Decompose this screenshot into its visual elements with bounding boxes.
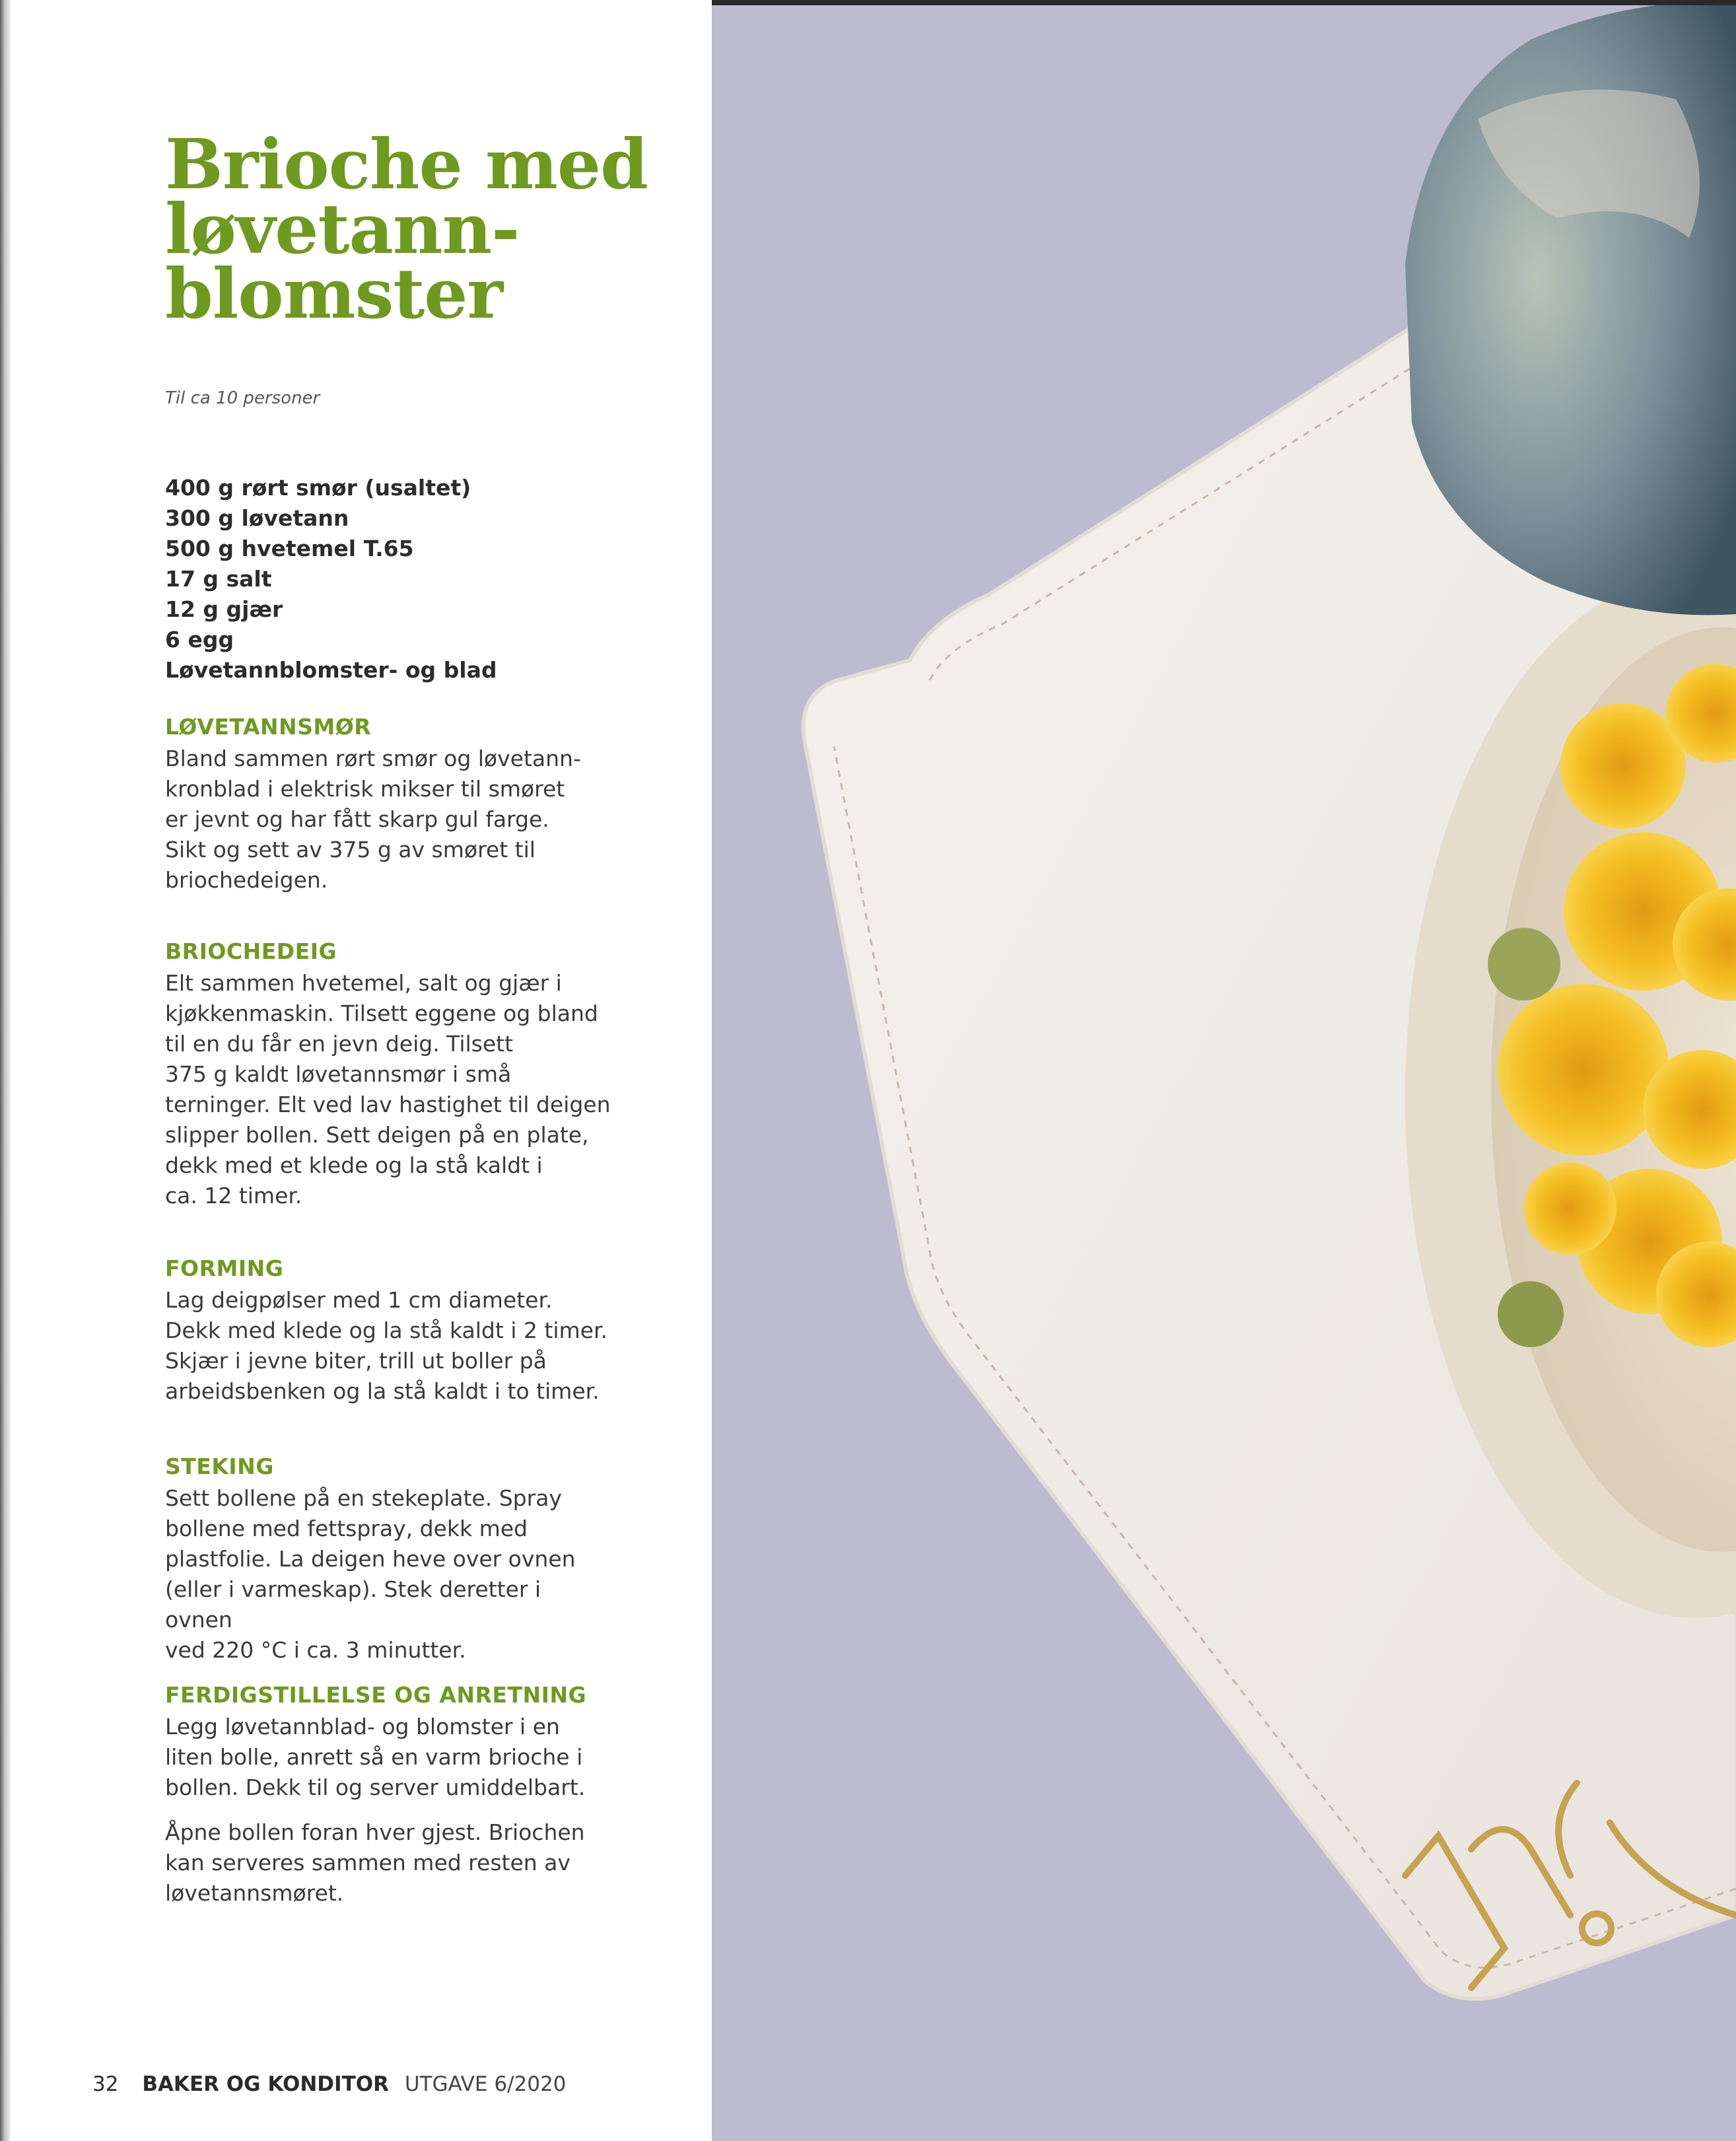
recipe-title bbox=[165, 123, 667, 334]
section-heading: FORMING bbox=[165, 1255, 284, 1281]
page-number: 32 bbox=[92, 2072, 119, 2096]
ingredient-item: 500 g hvetemel T.65 bbox=[165, 536, 414, 561]
section-body: Lag deigpølser med 1 cm diameter. Dekk med klede og la stå kaldt i 2 timer. Skjær i jevne biter, trill ut boller på arbeidsbenken og la stå kaldt i to timer. bbox=[165, 1287, 608, 1404]
page-footer bbox=[92, 2072, 566, 2096]
section-heading: BRIOCHEDEIG bbox=[165, 938, 337, 964]
ingredients-list bbox=[165, 473, 497, 685]
ingredient-item: 17 g salt bbox=[165, 566, 272, 592]
dandelion-brioche-photo-illustration bbox=[712, 0, 1736, 2141]
magazine-name: BAKER OG KONDITOR bbox=[142, 2072, 389, 2096]
ingredient-item: 400 g rørt smør (usaltet) bbox=[165, 475, 471, 501]
recipe-photo bbox=[712, 0, 1736, 2141]
section-body: Elt sammen hvetemel, salt og gjær i kjøkkenmaskin. Tilsett eggene og bland til en du får en jevn deig. Tilsett 375 g kaldt løvetannsmør i små terninger. Elt ved lav hastighet til deigen slipper bollen. Sett deigen på en plate, dekk med et klede og la stå kaldt i ca. 12 timer. bbox=[165, 970, 611, 1209]
section-forming bbox=[165, 1253, 614, 1407]
title-line-3: blomster bbox=[165, 253, 503, 334]
section-body: Legg løvetannblad- og blomster i en liten bolle, anrett så en varm brioche i bollen. Dekk til og server umiddelbart. bbox=[165, 1714, 586, 1800]
section-heading: FERDIGSTILLELSE OG ANRETNING bbox=[165, 1682, 587, 1708]
section-body: Sett bollene på en stekeplate. Spray bollene med fettspray, dekk med plastfolie. La deigen heve over ovnen (eller i varmeskap). Stek deretter i ovnen ved 220 °C i ca. 3 minutter. bbox=[165, 1485, 576, 1663]
section-body: Bland sammen rørt smør og løvetann- kronblad i elektrisk mikser til smøret er jevnt og har fått skarp gul farge. Sikt og sett av 375 g av smøret til briochedeigen. bbox=[165, 746, 581, 893]
ingredient-item: Løvetannblomster- og blad bbox=[165, 657, 497, 683]
servings-note: Til ca 10 personer bbox=[165, 388, 320, 408]
page-top-edge bbox=[712, 0, 1736, 5]
ingredient-item: 12 g gjær bbox=[165, 596, 283, 622]
ingredient-item: 6 egg bbox=[165, 627, 234, 652]
title-line-2: løvetann- bbox=[165, 188, 520, 269]
section-ferdigstillelse bbox=[165, 1680, 614, 1909]
section-briochedeig bbox=[165, 936, 614, 1211]
issue-label: UTGAVE 6/2020 bbox=[404, 2072, 567, 2096]
section-heading: LØVETANNSMØR bbox=[165, 714, 372, 740]
recipe-text-column bbox=[0, 0, 712, 2141]
ingredient-item: 300 g løvetann bbox=[165, 505, 349, 531]
section-steking bbox=[165, 1452, 614, 1666]
section-lovetannsmor bbox=[165, 712, 614, 895]
title-line-1: Brioche med bbox=[165, 123, 648, 205]
section-heading: STEKING bbox=[165, 1454, 274, 1479]
section-body: Åpne bollen foran hver gjest. Briochen kan serveres sammen med resten av løvetannsmøret. bbox=[165, 1819, 585, 1906]
